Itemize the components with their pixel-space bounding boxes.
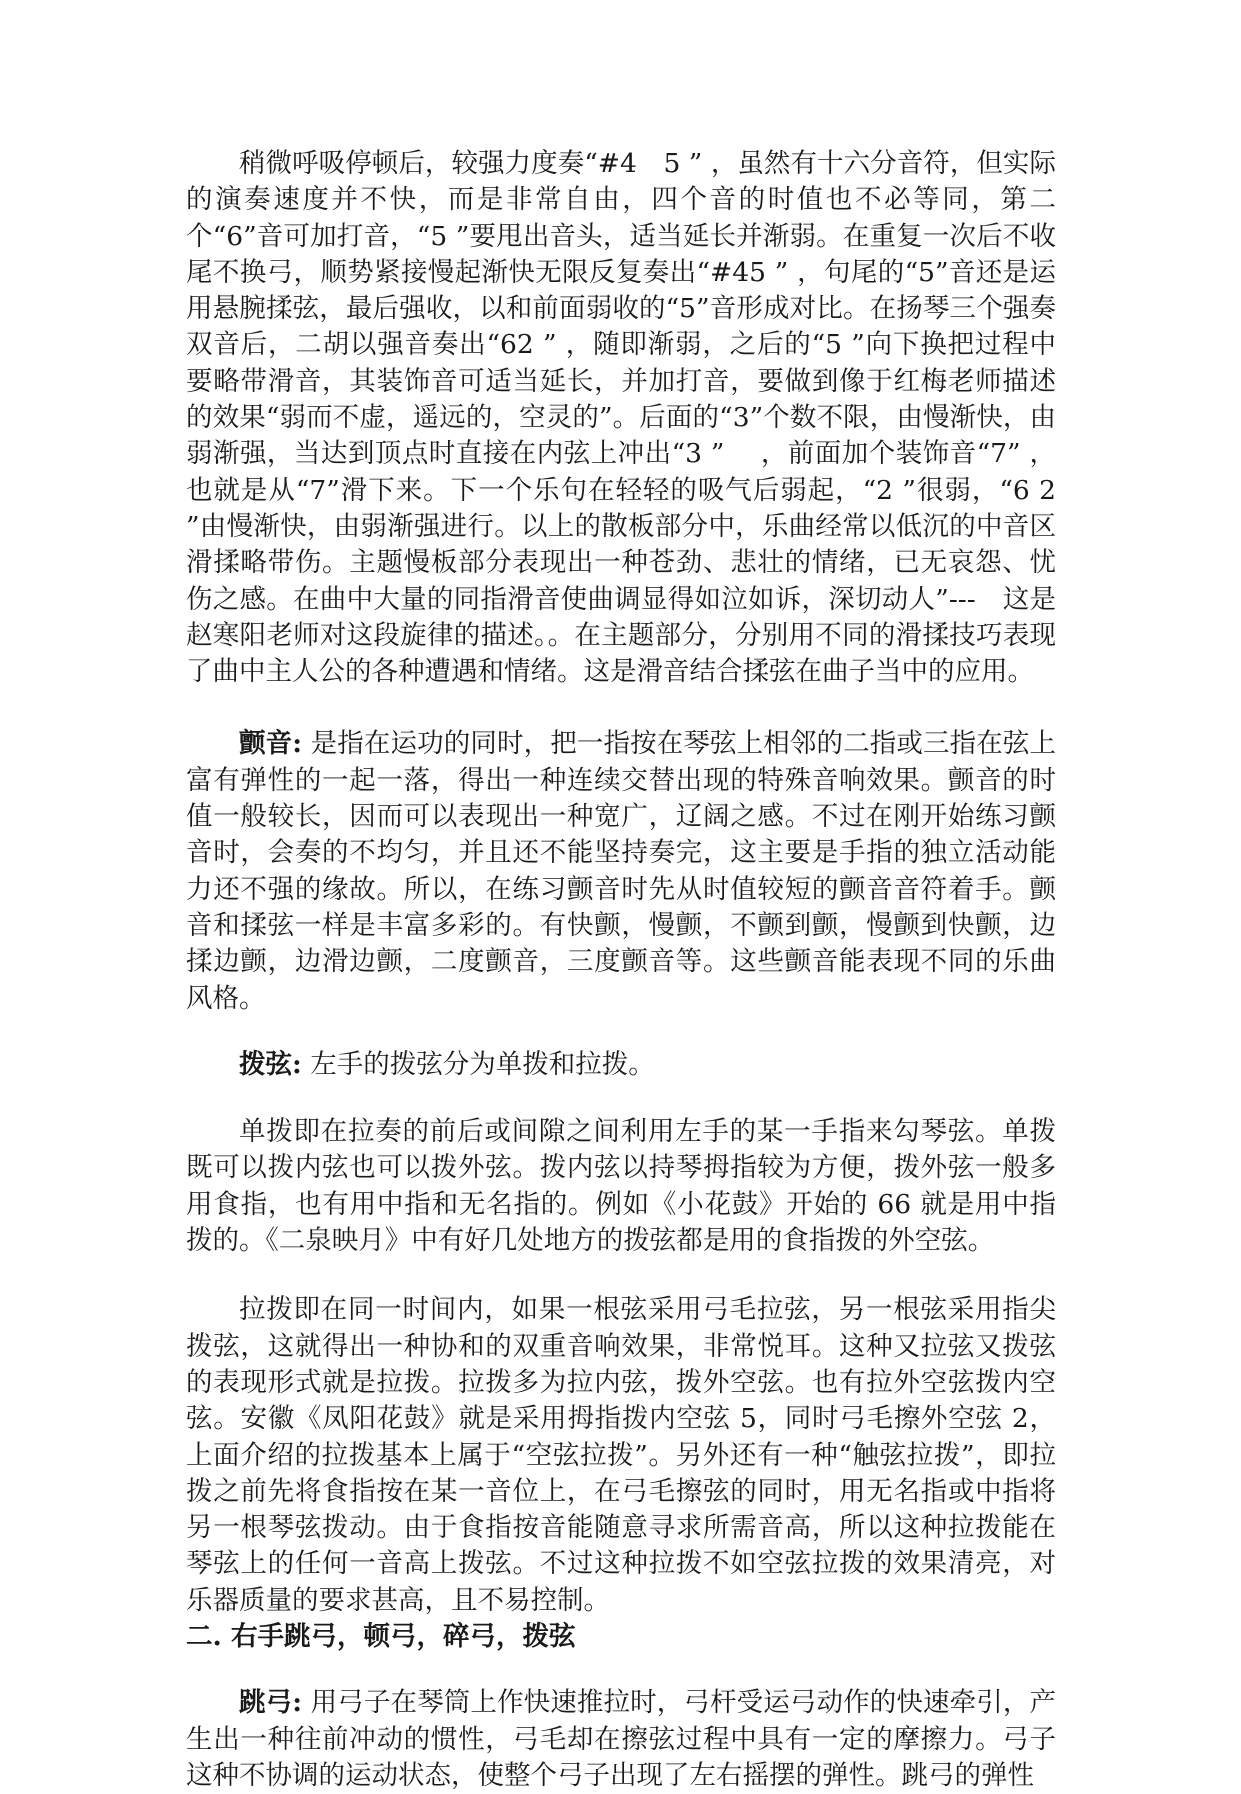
term-trill: 颤音: [239,728,303,760]
section-heading: 二. 右手跳弓，顿弓，碎弓，拨弦 [186,1620,576,1652]
spiccato-description: 用弓子在琴筒上作快速推拉时，弓杆受运弓动作的快速牵引，产生出一种往前冲动的惯性，弓毛却在擦弦过程中具有一定的摩擦力。弓子这种不协调的运动状态，使整个弓子出现了左右摇摆的弹性。跳弓的弹性 [186,1687,1056,1791]
paragraph-trill [186,726,1056,1016]
paragraph-spiccato [186,1685,1056,1794]
pizzicato-description: 左手的拨弦分为单拨和拉拨。 [301,1048,655,1080]
paragraph-pizzicato [186,1047,1056,1083]
trill-description: 是指在运功的同时，把一指按在琴弦上相邻的二指或三指在弦上富有弹性的一起一落，得出一种连续交替出现的特殊音响效果。颤音的时值一般较长，因而可以表现出一种宽广，辽阔之感。不过在刚开始练习颤音时，会奏的不均匀，并且还不能坚持奏完，这主要是手指的独立活动能力还不强的缘故。所以，在练习颤音时先从时值较短的颤音音符着手。颤音和揉弦一样是丰富多彩的。有快颤，慢颤，不颤到颤，慢颤到快颤，边揉边颤，边滑边颤，二度颤音，三度颤音等。这些颤音能表现不同的乐曲风格。 [186,728,1056,1014]
paragraph-single-pluck: 单拨即在拉奏的前后或间隙之间利用左手的某一手指来勾琴弦。单拨既可以拨内弦也可以拨外弦。拨内弦以持琴拇指较为方便，拨外弦一般多用食指，也有用中指和无名指的。例如《小花鼓》开始的 66 就是用中指拨的。《二泉映月》中有好几处地方的拨弦都是用的食指拨的外空弦。 [186,1116,1056,1257]
document-page [186,146,1056,1794]
paragraph-rubato-description: 稍微呼吸停顿后，较强力度奏“#4 5 ” ，虽然有十六分音符，但实际的演奏速度并不快，而是非常自由，四个音的时值也不必等同，第二个“6”音可加打音，“5 ”要甩出音头，适当延长并渐弱。在重复一次后不收尾不换弓，顺势紧接慢起渐快无限反复奏出“#45 ” ，句尾的“5”音还是运用悬腕揉弦，最后强收，以和前面弱收的“5”音形成对比。在扬琴三个强奏双音后，二胡以强音奏出“62 ” ，随即渐弱，之后的“5 ”向下换把过程中要略带滑音，其装饰音可适当延长，并加打音，要做到像于红梅老师描述的效果“弱而不虚，遥远的，空灵的”。后面的“3”个数不限，由慢渐快，由弱渐强，当达到顶点时直接在内弦上冲出“3 ” ，前面加个装饰音“7” ，也就是从“7”滑下来。下一个乐句在轻轻的吸气后弱起，“2 ”很弱，“6 2 ”由慢渐快，由弱渐强进行。以上的散板部分中，乐曲经常以低沉的中音区滑揉略带伤。主题慢板部分表现出一种苍劲、悲壮的情绪，已无哀怨、忧伤之感。在曲中大量的同指滑音使曲调显得如泣如诉，深切动人”--- 这是赵寒阳老师对这段旋律的描述。。在主题部分，分别用不同的滑揉技巧表现了曲中主人公的各种遭遇和情绪。这是滑音结合揉弦在曲子当中的应用。 [186,148,1056,688]
term-spiccato: 跳弓: [239,1687,303,1719]
paragraph-bow-pluck: 拉拨即在同一时间内，如果一根弦采用弓毛拉弦，另一根弦采用指尖拨弦，这就得出一种协和的双重音响效果，非常悦耳。这种又拉弦又拨弦的表现形式就是拉拨。拉拨多为拉内弦，拨外空弦。也有拉外空弦拨内空弦。安徽《凤阳花鼓》就是采用拇指拨内空弦 5，同时弓毛擦外空弦 2，上面介绍的拉拨基本上属于“空弦拉拨”。另外还有一种“触弦拉拨”，即拉拨之前先将食指按在某一音位上，在弓毛擦弦的同时，用无名指或中指将另一根琴弦拨动。由于食指按音能随意寻求所需音高，所以这种拉拨能在琴弦上的任何一音高上拨弦。不过这种拉拨不如空弦拉拨的效果清亮，对乐器质量的要求甚高，且不易控制。 [186,1294,1056,1616]
term-pizzicato: 拨弦: [239,1048,302,1080]
